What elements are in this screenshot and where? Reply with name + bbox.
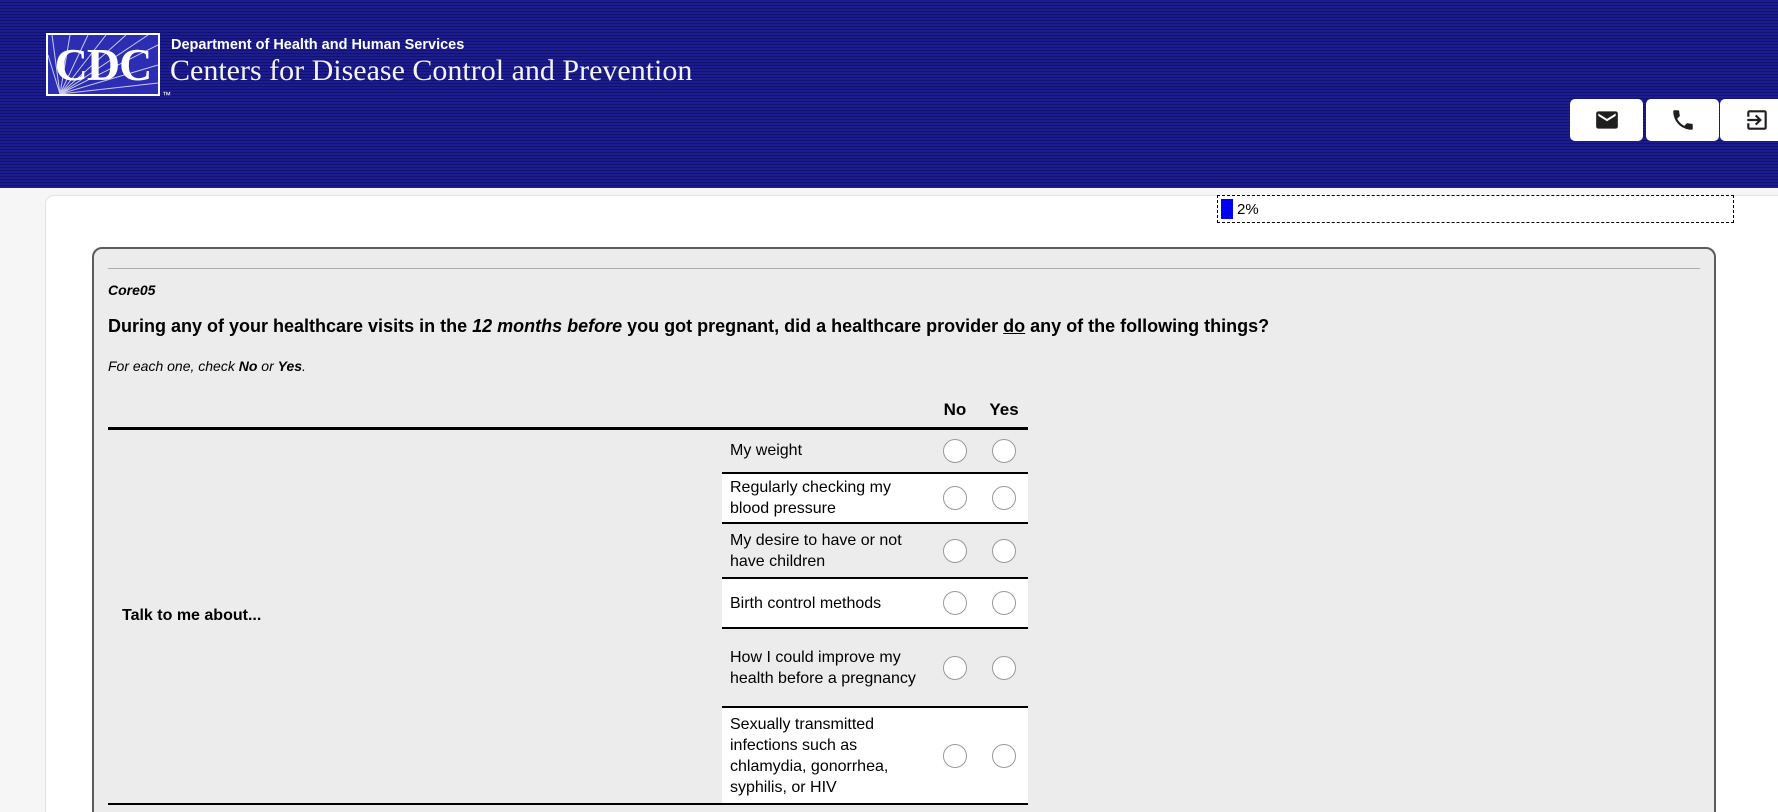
- cdc-logo: [46, 33, 160, 96]
- instruction-no: No: [238, 358, 258, 374]
- response-table: [108, 398, 1028, 805]
- radio-cell-yes: [980, 707, 1028, 804]
- question-instruction: [108, 358, 1700, 374]
- column-header-no: No: [930, 398, 980, 428]
- radio-no[interactable]: [943, 744, 967, 768]
- instruction-pre: For each one, check: [108, 358, 239, 374]
- row-group-label: Talk to me about...: [108, 428, 722, 804]
- item-label: How I could improve my health before a pregnancy: [722, 628, 930, 707]
- progress-bar: [1217, 195, 1734, 223]
- radio-cell-no: [930, 523, 980, 578]
- item-label: My weight: [722, 428, 930, 473]
- radio-no[interactable]: [943, 486, 967, 510]
- item-label: Regularly checking my blood pressure: [722, 473, 930, 523]
- agency-title: Centers for Disease Control and Prevention: [170, 54, 693, 87]
- mail-button[interactable]: [1570, 99, 1643, 141]
- radio-cell-no: [930, 707, 980, 804]
- item-label: Birth control methods: [722, 578, 930, 628]
- table-row: [108, 428, 1028, 473]
- question-post: any of the following things?: [1025, 316, 1270, 336]
- radio-yes[interactable]: [992, 486, 1016, 510]
- header-spacer: [722, 398, 930, 428]
- radio-yes[interactable]: [992, 744, 1016, 768]
- question-id: Core05: [108, 282, 156, 298]
- radio-yes[interactable]: [992, 656, 1016, 680]
- radio-cell-no: [930, 473, 980, 523]
- card-divider: [108, 268, 1700, 269]
- radio-yes[interactable]: [992, 439, 1016, 463]
- header-spacer: [108, 398, 722, 428]
- progress-fill: [1221, 199, 1233, 219]
- question-mid: you got pregnant, did a healthcare provider: [622, 316, 1004, 336]
- question-text: [108, 315, 1700, 337]
- table-header-row: [108, 398, 1028, 428]
- radio-yes[interactable]: [992, 591, 1016, 615]
- radio-no[interactable]: [943, 439, 967, 463]
- question-pre: During any of your healthcare visits in the: [108, 316, 473, 336]
- radio-cell-yes: [980, 473, 1028, 523]
- item-label: Sexually transmitted infections such as chlamydia, gonorrhea, syphilis, or HIV: [722, 707, 930, 804]
- instruction-yes: Yes: [277, 358, 303, 374]
- phone-button[interactable]: [1646, 99, 1719, 141]
- radio-no[interactable]: [943, 591, 967, 615]
- radio-no[interactable]: [943, 539, 967, 563]
- cdc-logo-text: CDC: [54, 38, 152, 90]
- column-header-yes: Yes: [980, 398, 1028, 428]
- radio-yes[interactable]: [992, 539, 1016, 563]
- radio-cell-yes: [980, 628, 1028, 707]
- radio-no[interactable]: [943, 656, 967, 680]
- radio-cell-no: [930, 428, 980, 473]
- radio-cell-yes: [980, 428, 1028, 473]
- radio-cell-yes: [980, 523, 1028, 578]
- radio-cell-yes: [980, 578, 1028, 628]
- progress-label: 2%: [1237, 201, 1259, 218]
- department-title: Department of Health and Human Services: [171, 37, 465, 53]
- phone-icon: [1670, 107, 1696, 133]
- logo-trademark: ™: [162, 90, 171, 100]
- radio-cell-no: [930, 628, 980, 707]
- item-label: My desire to have or not have children: [722, 523, 930, 578]
- exit-button[interactable]: [1720, 99, 1778, 141]
- site-header: [0, 0, 1778, 188]
- instruction-end: .: [302, 358, 306, 374]
- question-underlined: do: [1003, 316, 1026, 336]
- instruction-or: or: [257, 358, 278, 374]
- mail-icon: [1594, 107, 1620, 133]
- radio-cell-no: [930, 578, 980, 628]
- question-card: [92, 247, 1716, 812]
- exit-icon: [1744, 107, 1770, 133]
- question-emphasized: 12 months before: [472, 316, 623, 336]
